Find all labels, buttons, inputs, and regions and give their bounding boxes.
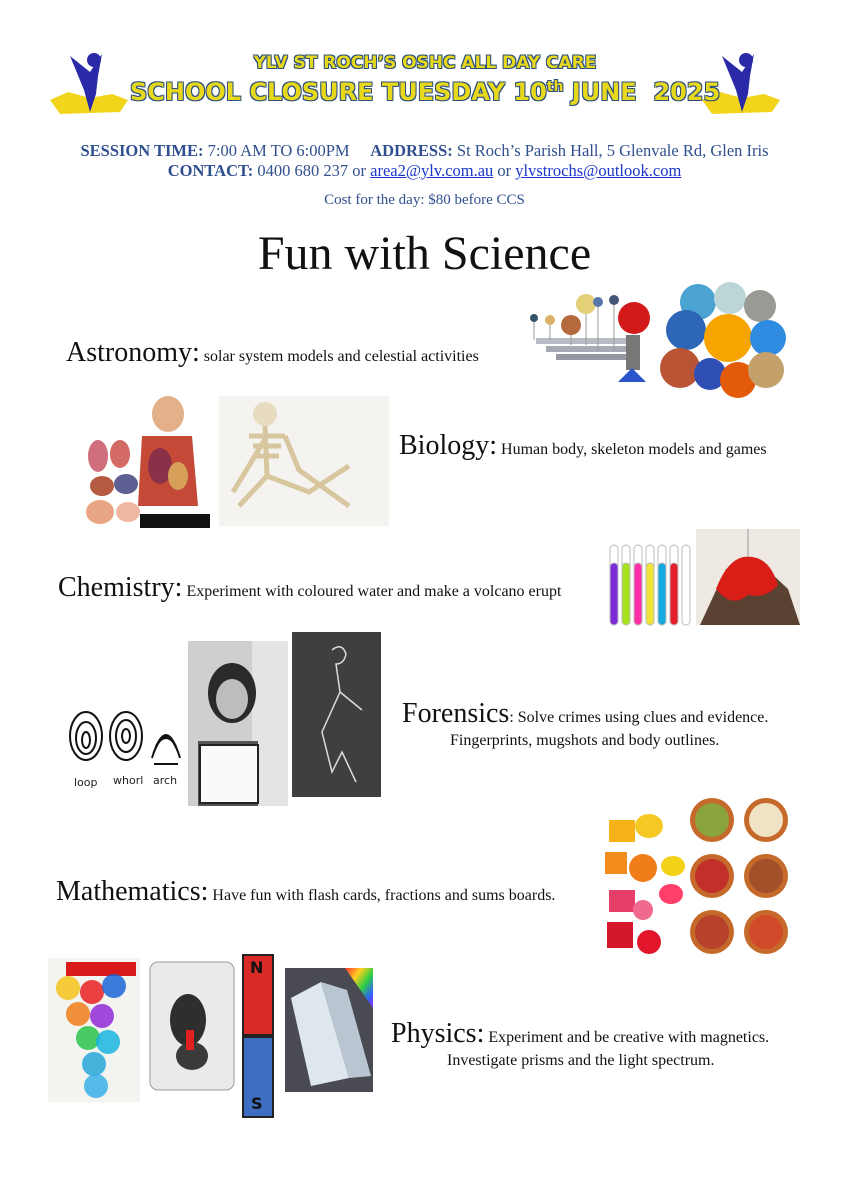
- prism-image: [285, 968, 373, 1092]
- body-outline-image: [292, 632, 381, 797]
- shapes-image: [603, 810, 695, 954]
- planets-image: [658, 282, 788, 404]
- section-forensics: [402, 698, 768, 730]
- magnet-south-label: S: [251, 1094, 263, 1113]
- section-biology: [399, 430, 767, 462]
- section-chemistry: [58, 572, 561, 604]
- mathematics-desc: Have fun with flash cards, fractions and sums boards.: [212, 887, 556, 904]
- fingerprint-label-whorl: whorl: [113, 774, 144, 787]
- physics-desc-2: Investigate prisms and the light spectrum.: [447, 1052, 715, 1069]
- fingerprint-label-arch: arch: [153, 774, 178, 787]
- page-title: Fun with Science: [257, 227, 592, 280]
- contact-line: CONTACT: 0400 680 237 or area2@ylv.com.au or ylvstrochs@outlook.com: [167, 161, 682, 180]
- color-discs-image: [48, 958, 140, 1102]
- astronomy-heading: Astronomy:: [66, 337, 200, 368]
- iron-filings-image: [148, 960, 236, 1092]
- mugshot-image: [188, 641, 288, 806]
- torso-model-image: [80, 396, 212, 530]
- forensics-desc-1: : Solve crimes using clues and evidence.: [509, 709, 769, 726]
- org-name: YLV ST ROCH’S OSHC ALL DAY CARE: [253, 53, 597, 73]
- forensics-desc-2: Fingerprints, mugshots and body outlines.: [450, 732, 720, 749]
- chemistry-desc: Experiment with coloured water and make a volcano erupt: [186, 583, 562, 600]
- biology-heading: Biology:: [399, 430, 498, 461]
- chemistry-heading: Chemistry:: [58, 572, 183, 603]
- section-astronomy: [66, 337, 479, 369]
- forensics-heading: Forensics: [402, 698, 510, 729]
- ylv-logo-left: [50, 50, 130, 122]
- volcano-image: [696, 529, 800, 625]
- fingerprint-label-loop: loop: [74, 776, 98, 789]
- cost-line: Cost for the day: $80 before CCS: [324, 192, 525, 208]
- pizza-fractions-image: [686, 796, 798, 958]
- orrery-image: [526, 290, 656, 382]
- test-tubes-image: [608, 541, 692, 627]
- email-link-ylvstrochs[interactable]: ylvstrochs@outlook.com: [515, 161, 682, 180]
- astronomy-desc: solar system models and celestial activities: [203, 348, 479, 365]
- closure-title: SCHOOL CLOSURE TUESDAY 10th JUNE 2025: [130, 78, 721, 106]
- session-address-line: SESSION TIME: 7:00 AM TO 6:00PM ADDRESS: St Roch’s Parish Hall, 5 Glenvale Rd, Glen Iris: [80, 141, 769, 160]
- section-physics: [391, 1018, 769, 1050]
- section-mathematics: [56, 876, 555, 908]
- biology-desc: Human body, skeleton models and games: [501, 441, 767, 458]
- mathematics-heading: Mathematics:: [56, 876, 209, 907]
- physics-desc-1: Experiment and be creative with magnetics.: [488, 1029, 770, 1046]
- skeleton-image: [219, 396, 389, 526]
- magnet-north-label: N: [250, 958, 264, 977]
- email-link-area2[interactable]: area2@ylv.com.au: [370, 161, 494, 180]
- physics-heading: Physics:: [391, 1018, 485, 1049]
